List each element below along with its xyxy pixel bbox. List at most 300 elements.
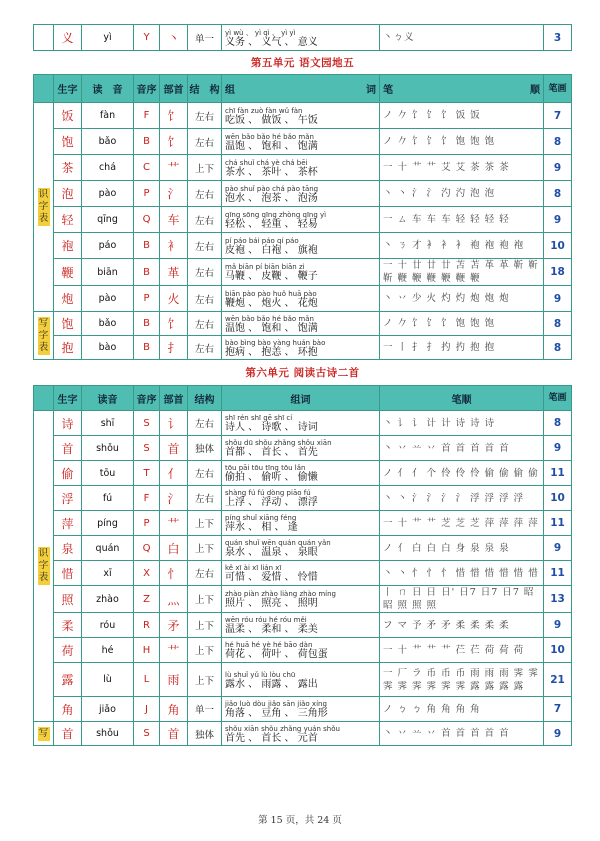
count-cell: 9	[544, 207, 572, 233]
strokes-cell: ノ 𠂊 饣 饣 饣 饱 饱 饱	[380, 129, 544, 155]
words-cell	[222, 129, 380, 155]
header-structure: 结构	[188, 386, 222, 411]
words-cell	[222, 233, 380, 259]
seq-cell: C	[134, 155, 160, 181]
structure-cell: 独体	[188, 722, 222, 746]
structure-cell: 左右	[188, 336, 222, 360]
words-pinyin: quán shuǐ wēn quán quán yǎn	[225, 539, 331, 547]
char-cell: 萍	[54, 511, 82, 536]
seq-cell: B	[134, 259, 160, 286]
structure-cell: 左右	[188, 181, 222, 207]
character-table	[33, 24, 572, 746]
words-text: 萍水 、 相 、 逢	[225, 522, 298, 533]
words-cell	[222, 312, 380, 336]
pinyin-cell: páo	[82, 233, 134, 259]
words-pinyin: chá shuǐ chá yè chá bēi	[225, 158, 308, 167]
words-pinyin: wēn róu róu hé róu měi	[225, 616, 307, 624]
structure-cell: 上下	[188, 586, 222, 613]
words-text: 鞭炮 、 炮火 、 花炮	[225, 297, 318, 309]
character-row	[34, 336, 572, 360]
char-cell: 义	[54, 25, 82, 51]
words-cell	[222, 411, 380, 436]
strokes-cell: ノ ㄅ ㄅ 角 角 角 角	[380, 697, 544, 722]
seq-cell: Y	[134, 25, 160, 51]
words-pinyin: pào shuǐ pào chá pào tāng	[225, 184, 319, 193]
count-cell: 7	[544, 103, 572, 129]
structure-cell: 上下	[188, 663, 222, 697]
structure-cell: 左右	[188, 312, 222, 336]
header-strokes-right: 顺	[530, 85, 540, 96]
header-words-left: 组	[225, 85, 235, 96]
words-pinyin: tōu pāi tōu tīng tōu lǎn	[225, 464, 306, 472]
count-cell: 9	[544, 722, 572, 746]
words-text: 露水 、 雨露 、 露出	[225, 678, 318, 690]
char-cell: 泡	[54, 181, 82, 207]
pinyin-cell: shǒu	[82, 722, 134, 746]
header-row	[34, 386, 572, 411]
character-row	[34, 586, 572, 613]
words-cell	[222, 536, 380, 561]
count-cell: 10	[544, 638, 572, 663]
structure-cell: 左右	[188, 461, 222, 486]
character-row	[34, 722, 572, 746]
header-words	[222, 75, 380, 103]
pinyin-cell: pào	[82, 181, 134, 207]
count-cell: 11	[544, 461, 572, 486]
words-pinyin: biān pào pào huǒ huā pào	[225, 289, 317, 298]
words-cell	[222, 461, 380, 486]
words-text: 轻松 、 轻重 、 轻易	[225, 218, 318, 230]
strokes-cell: 丨 ㄇ 日 日 日' 日7 日7 日7 昭 昭 照 照 照	[380, 586, 544, 613]
strokes-cell: フ マ 予 矛 矛 柔 柔 柔 柔	[380, 613, 544, 638]
char-cell: 饱	[54, 312, 82, 336]
words-cell	[222, 511, 380, 536]
count-cell: 9	[544, 155, 572, 181]
pinyin-cell: bǎo	[82, 312, 134, 336]
structure-cell: 左右	[188, 103, 222, 129]
seq-cell: Q	[134, 207, 160, 233]
structure-cell: 左右	[188, 207, 222, 233]
count-cell: 8	[544, 129, 572, 155]
words-cell	[222, 286, 380, 312]
header-char: 生字	[54, 75, 82, 103]
pinyin-cell: xī	[82, 561, 134, 586]
group-label-char: 识	[38, 548, 49, 559]
count-cell: 9	[544, 436, 572, 461]
structure-cell: 左右	[188, 259, 222, 286]
words-pinyin: jiǎo luò dòu jiǎo sān jiǎo xíng	[225, 700, 327, 708]
pinyin-cell: fàn	[82, 103, 134, 129]
words-pinyin: shàng fú fú dòng piāo fú	[225, 489, 311, 497]
pinyin-cell: biān	[82, 259, 134, 286]
pinyin-cell: fú	[82, 486, 134, 511]
radical-cell: 丶	[160, 25, 188, 51]
count-cell: 9	[544, 613, 572, 638]
words-text: 温饱 、 饱和 、 饱满	[225, 322, 318, 334]
top-row	[34, 25, 572, 51]
words-text: 茶水 、 茶叶 、 茶杯	[225, 166, 318, 178]
header-char: 生字	[54, 386, 82, 411]
header-count: 笔画	[544, 386, 572, 411]
radical-cell: 角	[160, 697, 188, 722]
character-row	[34, 561, 572, 586]
character-row	[34, 155, 572, 181]
words-text: 照片 、 照亮 、 照明	[225, 598, 318, 609]
structure-cell: 单一	[188, 697, 222, 722]
radical-cell: 饣	[160, 129, 188, 155]
strokes-cell: 丶 讠 讠 计 计 诗 诗 诗	[380, 411, 544, 436]
section-title-row	[34, 360, 572, 386]
pinyin-cell: bǎo	[82, 129, 134, 155]
words-pinyin: kě xī ài xī lián xī	[225, 564, 282, 572]
header-seq: 音序	[134, 75, 160, 103]
page-frame	[33, 24, 571, 746]
header-structure: 结 构	[188, 75, 222, 103]
structure-cell: 单一	[188, 25, 222, 51]
seq-cell: B	[134, 129, 160, 155]
seq-cell: H	[134, 638, 160, 663]
group-label-tag	[38, 317, 50, 355]
character-row	[34, 663, 572, 697]
radical-cell: 首	[160, 436, 188, 461]
radical-cell: 讠	[160, 411, 188, 436]
words-pinyin: píng shuǐ xiāng féng	[225, 514, 297, 522]
structure-cell: 左右	[188, 129, 222, 155]
strokes-cell: ノ 𠂊 饣 饣 饣 饱 饱 饱	[380, 312, 544, 336]
char-cell: 诗	[54, 411, 82, 436]
strokes-cell: 丶 ㄋ 才 衤 衤 衤 袍 袍 袍 袍	[380, 233, 544, 259]
header-label-blank	[34, 386, 54, 411]
seq-cell: S	[134, 411, 160, 436]
character-row	[34, 613, 572, 638]
char-cell: 抱	[54, 336, 82, 360]
words-pinyin: bào bìng bào yàng huán bào	[225, 338, 326, 347]
structure-cell: 左右	[188, 233, 222, 259]
group-label-tag	[38, 727, 50, 741]
row-group-label	[34, 103, 54, 312]
header-pinyin: 读音	[82, 386, 134, 411]
words-text: 诗人 、 诗歌 、 诗词	[225, 422, 318, 433]
count-cell: 3	[544, 25, 572, 51]
header-strokes: 笔顺	[380, 386, 544, 411]
radical-cell: 忄	[160, 561, 188, 586]
words-pinyin: shǒu dū shǒu zhǎng shǒu xiān	[225, 439, 332, 447]
strokes-cell: 丶 丶 氵 氵 氵 氵 浮 浮 浮 浮	[380, 486, 544, 511]
group-label-char: 表	[38, 572, 49, 583]
radical-cell: 扌	[160, 336, 188, 360]
seq-cell: T	[134, 461, 160, 486]
header-strokes	[380, 75, 544, 103]
strokes-cell: 一 十 艹 艹 艹 芢 芢 荷 荷 荷	[380, 638, 544, 663]
char-cell: 炮	[54, 286, 82, 312]
words-text: 首都 、 首长 、 首先	[225, 447, 318, 458]
radical-cell: 饣	[160, 103, 188, 129]
character-row	[34, 129, 572, 155]
strokes-cell: ノ 𠂊 饣 饣 饣 饭 饭	[380, 103, 544, 129]
strokes-cell: 丶 丷 䒑 丷 首 首 首 首 首	[380, 436, 544, 461]
radical-cell: 白	[160, 536, 188, 561]
char-cell: 泉	[54, 536, 82, 561]
header-seq: 音序	[134, 386, 160, 411]
pinyin-cell: chá	[82, 155, 134, 181]
strokes-cell: 丶 丷 䒑 丷 首 首 首 首 首	[380, 722, 544, 746]
words-text: 上浮 、 浮动 、 漂浮	[225, 497, 318, 508]
count-cell: 10	[544, 486, 572, 511]
words-cell	[222, 103, 380, 129]
strokes-cell: 丶 丷 少 火 灼 灼 炮 炮 炮	[380, 286, 544, 312]
row-group-label	[34, 312, 54, 360]
words-text: 马鞭 、 皮鞭 、 鞭子	[225, 271, 318, 282]
character-row	[34, 312, 572, 336]
group-label-char: 字	[38, 329, 49, 341]
group-label-tag	[38, 188, 50, 226]
count-cell: 8	[544, 336, 572, 360]
words-cell	[222, 586, 380, 613]
words-cell	[222, 436, 380, 461]
character-row	[34, 638, 572, 663]
strokes-cell: 一 厂 ラ 币 币 币 雨 雨 雨 霁 霁 霁 霁 霁 霁 霁 霁 露 露 露 露	[380, 663, 544, 697]
words-pinyin: hé huā hé yè hé bāo dàn	[225, 641, 313, 649]
char-cell: 饭	[54, 103, 82, 129]
structure-cell: 左右	[188, 561, 222, 586]
group-label-char: 字	[38, 560, 49, 571]
seq-cell: B	[134, 336, 160, 360]
radical-cell: 衤	[160, 233, 188, 259]
words-cell	[222, 336, 380, 360]
char-cell: 茶	[54, 155, 82, 181]
structure-cell: 上下	[188, 613, 222, 638]
structure-cell: 上下	[188, 155, 222, 181]
radical-cell: 革	[160, 259, 188, 286]
header-pinyin: 读 音	[82, 75, 134, 103]
radical-cell: 首	[160, 722, 188, 746]
header-radical: 部首	[160, 386, 188, 411]
header-words: 组词	[222, 386, 380, 411]
char-cell: 鞭	[54, 259, 82, 286]
words-pinyin: chī fàn zuò fàn wǔ fàn	[225, 106, 303, 115]
char-cell: 照	[54, 586, 82, 613]
strokes-cell: 一 十 艹 艹 艾 艾 茶 茶 茶	[380, 155, 544, 181]
pinyin-cell: lù	[82, 663, 134, 697]
seq-cell: P	[134, 181, 160, 207]
radical-cell: 艹	[160, 511, 188, 536]
header-words-right: 词	[366, 85, 376, 96]
words-pinyin: pí páo bái páo qí páo	[225, 236, 299, 245]
character-row	[34, 103, 572, 129]
structure-cell: 左右	[188, 411, 222, 436]
words-cell	[222, 155, 380, 181]
words-text: 吃饭 、 做饭 、 午饭	[225, 114, 318, 126]
character-row	[34, 259, 572, 286]
words-text: 温柔 、 柔和 、 柔美	[225, 624, 318, 635]
group-label-char: 表	[38, 341, 49, 353]
pinyin-cell: bào	[82, 336, 134, 360]
char-cell: 浮	[54, 486, 82, 511]
words-pinyin: shī rén shī gē shī cí	[225, 414, 293, 422]
radical-cell: 氵	[160, 486, 188, 511]
section-title: 第五单元 语文园地五	[34, 51, 572, 75]
header-label-blank	[34, 75, 54, 103]
radical-cell: 艹	[160, 638, 188, 663]
pinyin-cell: qīng	[82, 207, 134, 233]
count-cell: 11	[544, 511, 572, 536]
count-cell: 8	[544, 181, 572, 207]
pinyin-cell: píng	[82, 511, 134, 536]
seq-cell: S	[134, 722, 160, 746]
words-cell	[222, 207, 380, 233]
character-row	[34, 697, 572, 722]
char-cell: 袍	[54, 233, 82, 259]
row-group-label	[34, 411, 54, 722]
header-count: 笔画	[544, 75, 572, 103]
structure-cell: 左右	[188, 486, 222, 511]
radical-cell: 灬	[160, 586, 188, 613]
seq-cell: B	[134, 233, 160, 259]
words-pinyin: zhào piàn zhào liàng zhào míng	[225, 590, 336, 598]
page-footer: 第 15 页，共 24 页	[258, 815, 342, 826]
seq-cell: L	[134, 663, 160, 697]
seq-cell: X	[134, 561, 160, 586]
group-label-char: 字	[38, 201, 49, 212]
count-cell: 7	[544, 697, 572, 722]
character-row	[34, 536, 572, 561]
radical-cell: 火	[160, 286, 188, 312]
words-cell	[222, 486, 380, 511]
words-pinyin: shǒu xiān shǒu zhǎng yuán shǒu	[225, 724, 340, 733]
strokes-cell: 一 十 廿 廿 廿 苫 苫 革 革 靳 靳 靳 鞭 鞭 鞭 鞭 鞭 鞭	[380, 259, 544, 286]
seq-cell: F	[134, 103, 160, 129]
pinyin-cell: zhào	[82, 586, 134, 613]
group-label-char: 写	[38, 317, 49, 329]
char-cell: 惜	[54, 561, 82, 586]
words-pinyin: lù shuǐ yǔ lù lòu chū	[225, 670, 296, 679]
radical-cell: 亻	[160, 461, 188, 486]
words-pinyin: wēn bǎo bǎo hé bǎo mǎn	[225, 132, 314, 141]
header-strokes-left: 笔	[383, 85, 393, 96]
words-text: 偷拍 、 偷听 、 偷懒	[225, 472, 318, 483]
seq-cell: S	[134, 436, 160, 461]
words-text: 可惜 、 爱惜 、 怜惜	[225, 572, 318, 583]
pinyin-cell: tōu	[82, 461, 134, 486]
char-cell: 轻	[54, 207, 82, 233]
strokes-cell: 一 ㄙ 车 车 车 轻 轻 轻 轻	[380, 207, 544, 233]
char-cell: 柔	[54, 613, 82, 638]
radical-cell: 氵	[160, 181, 188, 207]
character-row	[34, 486, 572, 511]
words-cell	[222, 181, 380, 207]
structure-cell: 上下	[188, 638, 222, 663]
pinyin-cell: jiǎo	[82, 697, 134, 722]
words-pinyin: mǎ biān pí biān biān zi	[225, 263, 305, 271]
pinyin-cell: yì	[82, 25, 134, 51]
count-cell: 21	[544, 663, 572, 697]
words-cell	[222, 638, 380, 663]
pinyin-cell: hé	[82, 638, 134, 663]
count-cell: 18	[544, 259, 572, 286]
structure-cell: 独体	[188, 436, 222, 461]
words-text: 首先 、 首长 、 元首	[225, 732, 318, 744]
strokes-cell: ノ 亻 亻 个 伶 伶 伶 偷 偷 偷 偷	[380, 461, 544, 486]
character-row	[34, 181, 572, 207]
count-cell: 13	[544, 586, 572, 613]
group-label-char: 写	[38, 727, 49, 739]
pinyin-cell: pào	[82, 286, 134, 312]
seq-cell: B	[134, 312, 160, 336]
words-text: 泉水 、 温泉 、 泉眼	[225, 547, 318, 558]
strokes-cell: 丶 丶 氵 氵 汋 汋 泡 泡	[380, 181, 544, 207]
char-cell: 首	[54, 436, 82, 461]
header-row	[34, 75, 572, 103]
radical-cell: 饣	[160, 312, 188, 336]
group-label-char: 表	[38, 213, 49, 224]
strokes-cell: 丶 丶 忄 忄 忄 惜 惜 惜 惜 惜 惜	[380, 561, 544, 586]
words-cell	[222, 613, 380, 638]
radical-cell: 艹	[160, 155, 188, 181]
count-cell: 9	[544, 286, 572, 312]
words-text: 角落 、 豆角 、 三角形	[225, 708, 328, 719]
words-pinyin: wēn bǎo bǎo hé bǎo mǎn	[225, 314, 314, 323]
words-text: 温饱 、 饱和 、 饱满	[225, 140, 318, 152]
seq-cell: R	[134, 613, 160, 638]
words-text: 荷花 、 荷叶 、 荷包蛋	[225, 649, 328, 660]
strokes-cell: 一 丨 扌 扌 扚 扚 抱 抱	[380, 336, 544, 360]
pinyin-cell: quán	[82, 536, 134, 561]
character-row	[34, 207, 572, 233]
structure-cell: 左右	[188, 286, 222, 312]
words-cell	[222, 259, 380, 286]
character-row	[34, 511, 572, 536]
words-cell	[222, 697, 380, 722]
words-cell	[222, 722, 380, 746]
row-group-label	[34, 722, 54, 746]
words-pinyin: qīng sōng qīng zhòng qīng yì	[225, 210, 327, 219]
char-cell: 荷	[54, 638, 82, 663]
char-cell: 首	[54, 722, 82, 746]
pinyin-cell: róu	[82, 613, 134, 638]
strokes-cell: ノ 亻 白 白 白 身 泉 泉 泉	[380, 536, 544, 561]
pinyin-cell: shī	[82, 411, 134, 436]
seq-cell: J	[134, 697, 160, 722]
count-cell: 9	[544, 536, 572, 561]
strokes-cell: 一 十 艹 艹 芝 芝 芝 萍 萍 萍 萍	[380, 511, 544, 536]
seq-cell: Z	[134, 586, 160, 613]
radical-cell: 车	[160, 207, 188, 233]
pinyin-cell: shǒu	[82, 436, 134, 461]
seq-cell: P	[134, 511, 160, 536]
count-cell: 8	[544, 312, 572, 336]
seq-cell: P	[134, 286, 160, 312]
strokes-cell: 丶ㄅ义	[380, 25, 544, 51]
seq-cell: F	[134, 486, 160, 511]
words-text: 皮袍 、 白袍 、 旗袍	[225, 244, 318, 256]
character-row	[34, 461, 572, 486]
group-label-tag	[38, 547, 50, 585]
count-cell: 10	[544, 233, 572, 259]
character-row	[34, 411, 572, 436]
section-title: 第六单元 阅读古诗二首	[34, 360, 572, 386]
section-title-row	[34, 51, 572, 75]
seq-cell: Q	[134, 536, 160, 561]
words-cell: yì wù 、 yì qì 、 yì yì 义务 、 义气 、 意义	[222, 25, 380, 51]
structure-cell: 上下	[188, 536, 222, 561]
count-cell: 11	[544, 561, 572, 586]
character-row	[34, 233, 572, 259]
character-row	[34, 436, 572, 461]
structure-cell: 上下	[188, 511, 222, 536]
character-row	[34, 286, 572, 312]
radical-cell: 矛	[160, 613, 188, 638]
words-cell	[222, 663, 380, 697]
